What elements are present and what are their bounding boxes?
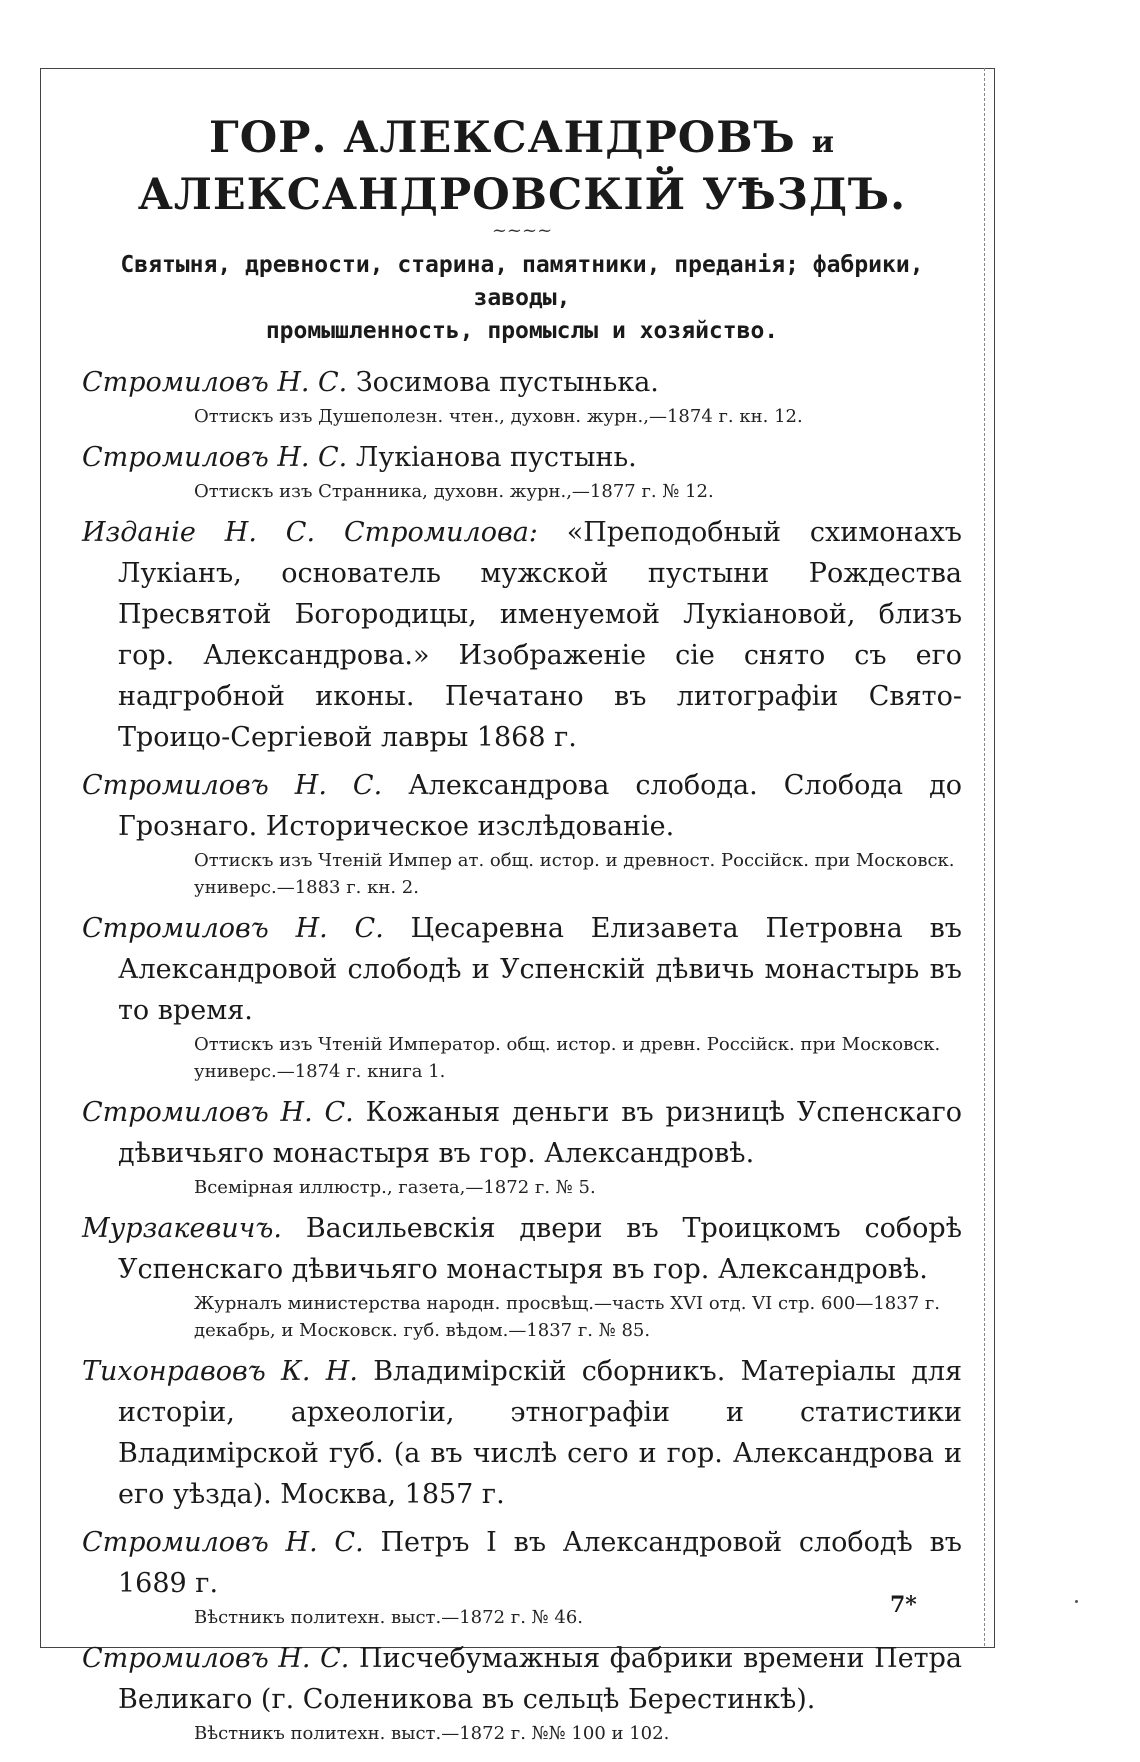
- entry-author: Тихонравовъ К. Н.: [82, 1356, 358, 1387]
- bibliography-entry: [82, 512, 962, 758]
- entry-title: Владимірскій сборникъ. Матеріалы для исторіи, археологіи, этнографіи и статистики Владимірской губ. (а въ числѣ сего и гор. Александрова и его уѣзда). Москва, 1857 г.: [118, 1356, 963, 1510]
- entry-source: Оттискъ изъ Душеполезн. чтен., духовн. журн.,—1874 г. кн. 12.: [194, 406, 803, 427]
- page-content: [82, 112, 962, 1754]
- bibliography-entry: [82, 908, 962, 1085]
- bibliography-entry: [82, 1208, 962, 1344]
- bibliography-entry: [82, 1092, 962, 1201]
- entry-title: Зосимова пустынька.: [347, 367, 659, 398]
- bibliography-entry: [82, 1351, 962, 1515]
- title-ornament: ~~~~: [491, 220, 553, 241]
- entry-author: Стромиловъ Н. С.: [82, 442, 348, 473]
- entry-title: «Преподобный схимонахъ Лукіанъ, основатель мужской пустыни Рождества Пресвятой Богородицы, именуемой Лукіановой, близъ гор. Александрова.» Изображеніе сіе снято съ его надгробной иконы. Печатано въ литографіи Свято-Троицо-Сергіевой лавры 1868 г.: [118, 517, 962, 753]
- entry-source: Оттискъ изъ Чтеній Импер ат. общ. истор. и древност. Россійск. при Московск. универс.—1883 г. кн. 2.: [194, 850, 955, 898]
- entry-source: Оттискъ изъ Странника, духовн. журн.,—1877 г. № 12.: [194, 481, 714, 502]
- subtitle-line-2: промышленность, промыслы и хозяйство.: [265, 318, 779, 344]
- entry-author: Мурзакевичъ.: [82, 1213, 282, 1244]
- margin-speck: [1075, 1600, 1078, 1603]
- entry-source: Вѣстникъ политехн. выст.—1872 г. №№ 100 и 102.: [194, 1723, 670, 1744]
- entry-title: Лукіанова пустынь.: [347, 442, 637, 473]
- bibliography-entry: [82, 765, 962, 901]
- bibliography-entry: [82, 437, 962, 505]
- subtitle: [82, 249, 962, 348]
- bibliography-entry: [82, 1638, 962, 1747]
- bibliography-entry: [82, 362, 962, 430]
- entry-author: Изданіе Н. С. Стромилова:: [82, 517, 538, 548]
- entry-author: Стромиловъ Н. С.: [82, 913, 384, 944]
- bibliography-entry: [82, 1522, 962, 1631]
- entry-source: Вѣстникъ политехн. выст.—1872 г. № 46.: [194, 1607, 584, 1628]
- entry-title: Петръ I въ Александровой слободѣ въ 1689 г.: [118, 1527, 962, 1599]
- entry-author: Стромиловъ Н. С.: [82, 367, 348, 398]
- frame-dashed-edge: [984, 68, 985, 1646]
- page-number: 7*: [890, 1592, 917, 1618]
- entry-title: Кожаныя деньги въ ризницѣ Успенскаго дѣвичьяго монастыря въ гор. Александровѣ.: [118, 1097, 962, 1169]
- entry-title: Писчебумажныя фабрики времени Петра Великаго (г. Соленикова въ сельцѣ Берестинкѣ).: [118, 1643, 962, 1715]
- title-conjunction: и: [811, 125, 835, 160]
- entry-source: Журналъ министерства народн. просвѣщ.—часть XVI отд. VI стр. 600—1837 г. декабрь, и Московск. губ. вѣдом.—1837 г. № 85.: [194, 1293, 941, 1341]
- page-title: [82, 112, 962, 221]
- entry-title: Александрова слобода. Слобода до Грознаго. Историческое изслѣдованіе.: [118, 770, 962, 842]
- entry-author: Стромиловъ Н. С.: [82, 1527, 364, 1558]
- entry-source: Оттискъ изъ Чтеній Император. общ. истор. и древн. Россійск. при Московск. универс.—1874 г. книга 1.: [194, 1034, 941, 1082]
- entry-author: Стромиловъ Н. С.: [82, 770, 383, 801]
- bibliography-list: [82, 362, 962, 1747]
- entry-author: Стромиловъ Н. С.: [82, 1643, 350, 1674]
- entry-source: Всемірная иллюстр., газета,—1872 г. № 5.: [194, 1177, 596, 1198]
- title-part-1: ГОР. АЛЕКСАНДРОВЪ: [209, 113, 796, 163]
- title-part-2: АЛЕКСАНДРОВСКІЙ УѢЗДЪ.: [137, 170, 907, 220]
- entry-author: Стромиловъ Н. С.: [82, 1097, 354, 1128]
- subtitle-line-1: Святыня, древности, старина, памятники, преданія; фабрики, заводы,: [120, 252, 924, 311]
- entry-title: Цесаревна Елизавета Петровна въ Александровой слободѣ и Успенскій дѣвичь монастырь въ то время.: [118, 913, 962, 1026]
- entry-title: Васильевскія двери въ Троицкомъ соборѣ Успенскаго дѣвичьяго монастыря въ гор. Александровѣ.: [118, 1213, 962, 1285]
